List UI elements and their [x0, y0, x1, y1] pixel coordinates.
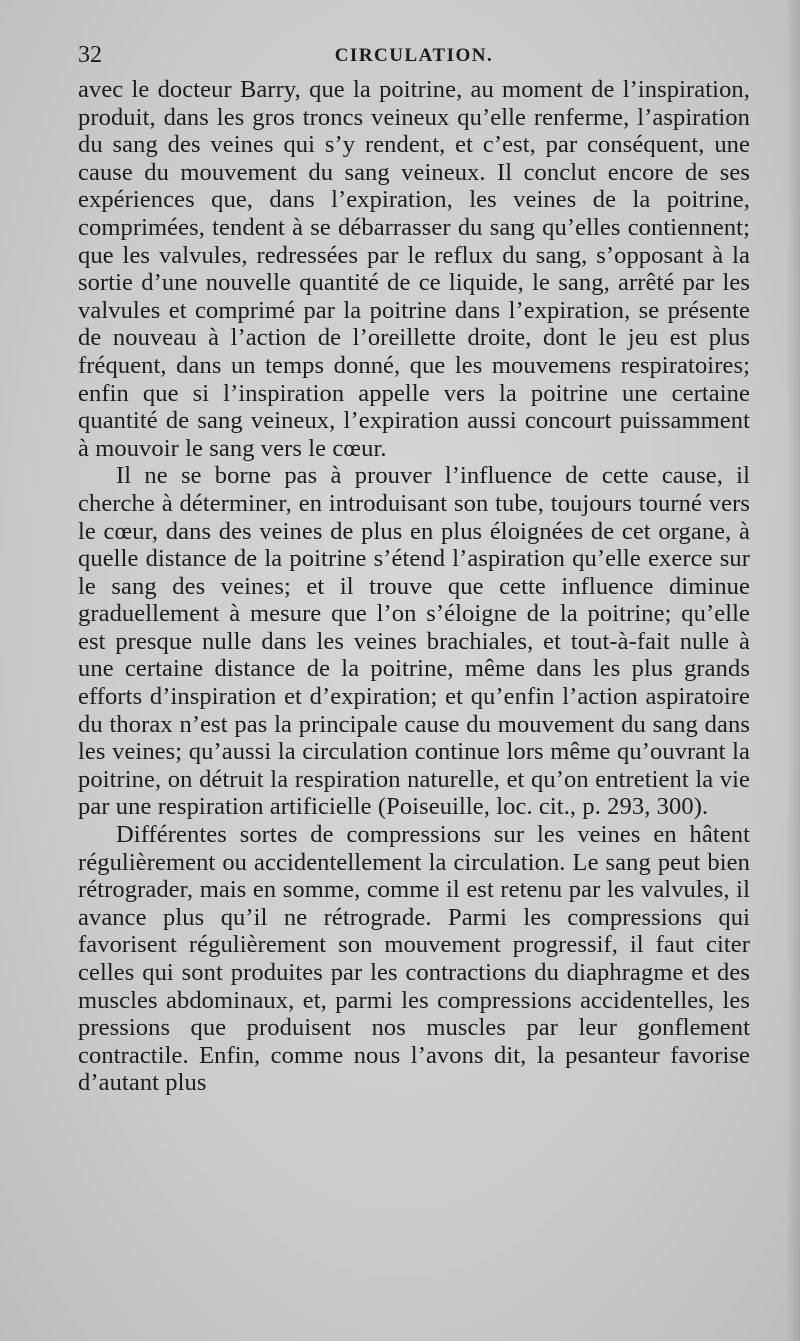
- page-number: 32: [78, 42, 102, 68]
- running-title: CIRCULATION.: [334, 45, 494, 66]
- paragraph: Différentes sortes de compressions sur les veines en hâtent régulièrement ou accidentellement la circulation. Le sang peut bien rétrograder, mais en somme, comme il est retenu par les valvules, il avance plus qu’il ne rétrograde. Parmi les compressions qui favorisent régulièrement son mouvement progressif, il faut citer celles qui sont produites par les contractions du diaphragme et des muscles abdominaux, et, parmi les compressions accidentelles, les pressions que produisent nos muscles par leur gonflement contractile. Enfin, comme nous l’avons dit, la pesanteur favorise d’autant plus: [78, 821, 750, 1097]
- body-text: [78, 76, 750, 1097]
- page-edge-shadow: [786, 0, 800, 1341]
- paragraph-continued: avec le docteur Barry, que la poitrine, au moment de l’inspiration, produit, dans les gros troncs veineux qu’elle renferme, l’aspiration du sang des veines qui s’y rendent, et c’est, par conséquent, une cause du mouvement du sang veineux. Il conclut encore de ses expériences que, dans l’expiration, les veines de la poitrine, comprimées, tendent à se débarrasser du sang qu’elles contiennent; que les valvules, redressées par le reflux du sang, s’opposant à la sortie d’une nouvelle quantité de ce liquide, le sang, arrêté par les valvules et comprimé par la poitrine dans l’expiration, se présente de nouveau à l’action de l’oreillette droite, dont le jeu est plus fréquent, dans un temps donné, que les mouvemens respiratoires; enfin que si l’inspiration appelle vers la poitrine une certaine quantité de sang veineux, l’expiration aussi concourt puissamment à mouvoir le sang vers le cœur.: [78, 76, 750, 462]
- running-head: [78, 40, 750, 74]
- paragraph: Il ne se borne pas à prouver l’influence de cette cause, il cherche à déterminer, en introduisant son tube, toujours tourné vers le cœur, dans des veines de plus en plus éloignées de cet organe, à quelle distance de la poitrine s’étend l’aspiration qu’elle exerce sur le sang des veines; et il trouve que cette influence diminue graduellement à mesure que l’on s’éloigne de la poitrine; qu’elle est presque nulle dans les veines brachiales, et tout-à-fait nulle à une certaine distance de la poitrine, même dans les plus grands efforts d’inspiration et d’expiration; et qu’enfin l’action aspiratoire du thorax n’est pas la principale cause du mouvement du sang dans les veines; qu’aussi la circulation continue lors même qu’ouvrant la poitrine, on détruit la respiration naturelle, et qu’on entretient la vie par une respiration artificielle (Poiseuille, loc. cit., p. 293, 300).: [78, 462, 750, 821]
